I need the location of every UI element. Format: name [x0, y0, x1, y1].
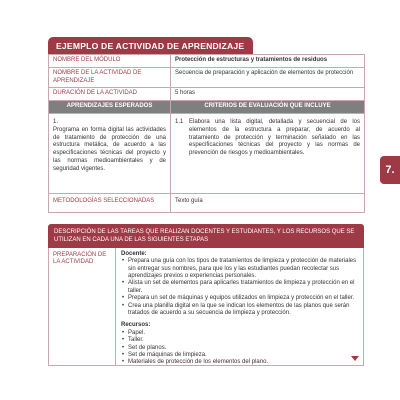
chapter-tab: 7.	[380, 156, 400, 184]
actividad-value: Secuencia de preparación y aplicación de elementos de protección	[171, 67, 365, 88]
tasks-section-header: DESCRIPCIÓN DE LAS TAREAS QUE REALIZAN DOCENTES Y ESTUDIANTES, Y LOS RECURSOS QUE SE UTILIZAN EN CADA UNA DE LAS SIGUIENTES ETAPAS	[48, 224, 364, 248]
row-headers	[49, 101, 365, 114]
modulo-label: NOMBRE DEL MÓDULO	[49, 55, 171, 68]
recursos-label: Recursos:	[121, 322, 151, 329]
row-metodologias	[49, 193, 365, 212]
activity-sheet	[48, 36, 364, 366]
metodologias-value: Texto guía	[171, 193, 365, 212]
criterio-cell	[171, 113, 365, 193]
list-item: • Prepara un set de máquinas y equipos utilizados en limpieza y protección en el taller.	[121, 295, 358, 302]
list-item: • Crea una planilla digital en la que se indican los elementos de las planos que serán tratados de acuerdo a su secuencia de limpieza y protección.	[121, 303, 358, 318]
aprendizaje-cell	[49, 113, 171, 193]
preparation-block	[48, 248, 364, 366]
row-modulo	[49, 55, 365, 68]
criterios-header: CRITERIOS DE EVALUACIÓN QUE INCLUYE	[171, 101, 365, 114]
sheet-title: EJEMPLO DE ACTIVIDAD DE APRENDIZAJE	[48, 37, 253, 54]
row-duracion	[49, 88, 365, 101]
aprendizaje-text: Programa en forma digital las actividades de tratamiento de protección de una estructura metálica, de acuerdo a las especificaciones técnicas del proyecto y las normas medioambientales y de seguridad vigentes.	[53, 126, 166, 172]
continue-arrow-icon	[351, 356, 359, 361]
list-item: • Taller.	[121, 337, 358, 344]
preparation-body	[116, 248, 363, 365]
aprendizaje-number: 1.	[53, 118, 59, 125]
docente-list	[121, 258, 358, 317]
preparation-label: PREPARACIÓN DE LA ACTIVIDAD	[49, 248, 116, 365]
aprendizajes-header: APRENDIZAJES ESPERADOS	[49, 101, 171, 114]
actividad-label: NOMBRE DE LA ACTIVIDAD DE APRENDIZAJE	[49, 67, 171, 88]
list-item: • Set de planos.	[121, 345, 358, 352]
docente-label: Docente:	[121, 250, 147, 257]
list-item: • Materiales de protección de los elementos del plano.	[121, 359, 358, 366]
list-item: • Set de máquinas de limpieza.	[121, 352, 358, 359]
list-item: • Alista un set de elementos para aplicarles tratamientos de limpieza y protección en el taller.	[121, 280, 358, 295]
duracion-label: DURACIÓN DE LA ACTIVIDAD	[49, 88, 171, 101]
info-table	[48, 54, 365, 213]
metodologias-label: METODOLOGÍAS SELECCIONADAS	[49, 193, 171, 212]
recursos-list	[121, 330, 358, 367]
row-actividad	[49, 67, 365, 88]
list-item: • Prepara una guía con los tipos de tratamientos de limpieza y protección de materiales sin entregar sus nombres, para que los y las estudiantes puedan recolectar sus aprendizajes previos o experiencias personales.	[121, 258, 358, 280]
list-item: • Papel.	[121, 330, 358, 337]
duracion-value: 5 horas	[171, 88, 365, 101]
row-aprendizajes	[49, 113, 365, 193]
criterio-text: Elabora una lista digital, detallada y secuencial de los elementos de la estructura a preparar, de acuerdo al tratamiento de protección y terminación señalado en las especificaciones técnicas del proyecto y las normas de prevención de riesgos y medioambientales.	[189, 118, 360, 157]
modulo-value: Protección de estructuras y tratamientos de residuos	[171, 55, 365, 68]
criterio-number: 1.1	[175, 118, 184, 125]
